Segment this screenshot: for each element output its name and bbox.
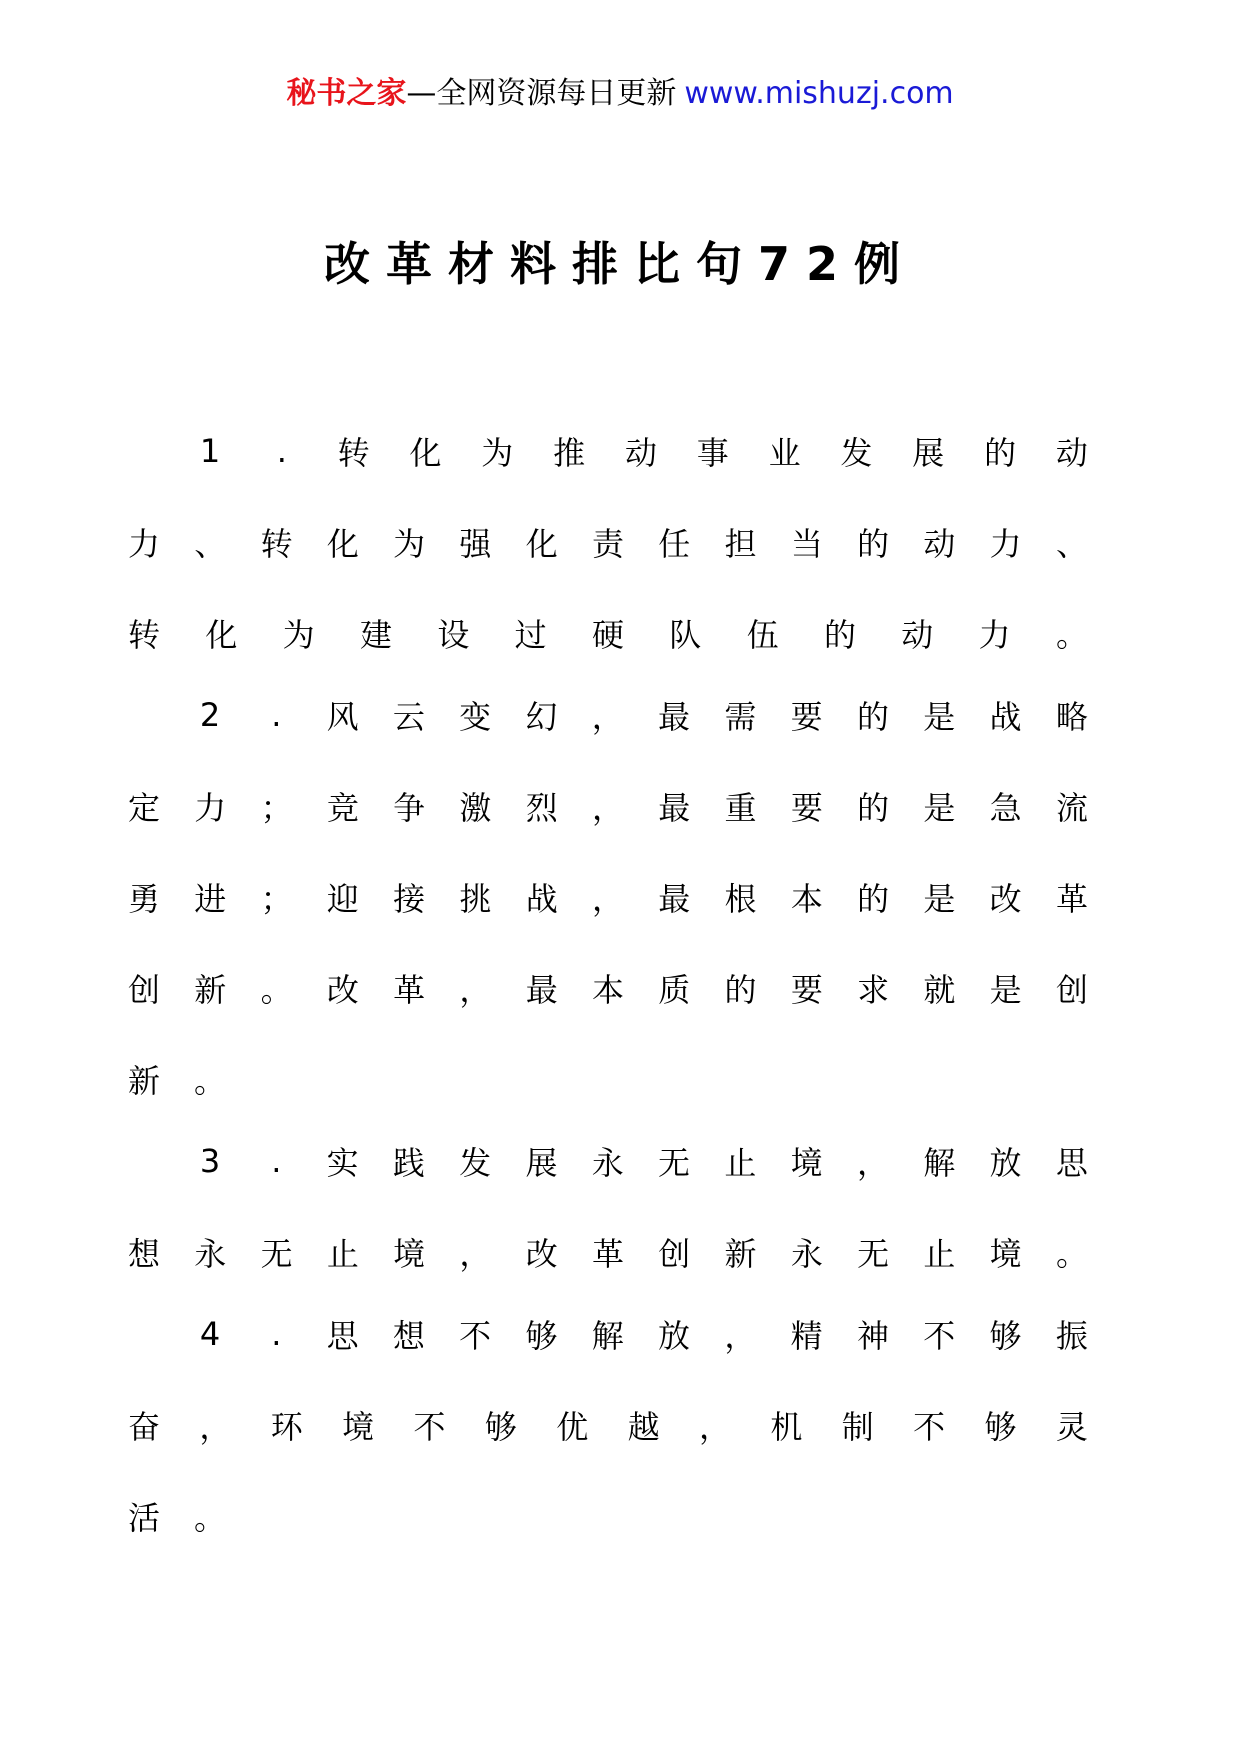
paragraph-char: ， [459, 1235, 492, 1273]
paragraph-char: ， [724, 1317, 757, 1355]
paragraph-char: 动 [901, 616, 934, 654]
paragraph-char: 2 [199, 696, 221, 734]
paragraph-char: ， [591, 789, 624, 827]
paragraph-char: 改 [326, 971, 359, 1009]
paragraph-char: 境 [393, 1235, 426, 1273]
paragraph-line [128, 967, 1088, 1009]
paragraph-char: 是 [989, 971, 1022, 1009]
paragraph-char: 创 [1055, 971, 1088, 1009]
paragraph-char: 思 [326, 1317, 359, 1355]
paragraph-char: 永 [194, 1235, 227, 1273]
paragraph-char: 战 [525, 880, 558, 918]
paragraph-char: 根 [724, 880, 757, 918]
paragraph-char: 想 [128, 1235, 161, 1273]
paragraph-char: 无 [260, 1235, 293, 1273]
paragraph-line [128, 1231, 1088, 1273]
paragraph-char: 。 [194, 1062, 227, 1100]
paragraph-char: 求 [857, 971, 890, 1009]
paragraph-char: 机 [770, 1408, 803, 1446]
paragraph-char: 力 [128, 525, 161, 563]
paragraph-char: 的 [724, 971, 757, 1009]
paragraph-char: 创 [128, 971, 161, 1009]
paragraph-char: 放 [989, 1144, 1022, 1182]
paragraph-char: 化 [326, 525, 359, 563]
paragraph-char: 。 [260, 971, 293, 1009]
page-header [0, 72, 1240, 116]
paragraph-char: 止 [724, 1144, 757, 1182]
paragraph-line [128, 1313, 1088, 1355]
paragraph-char: 、 [194, 525, 227, 563]
paragraph-char: 革 [1055, 880, 1088, 918]
paragraph-char: 的 [857, 880, 890, 918]
paragraph-line [128, 612, 1088, 654]
paragraph-char: ， [459, 971, 492, 1009]
brand-name: 秘书之家 [286, 76, 407, 111]
paragraph-char: 够 [484, 1408, 517, 1446]
paragraph-char: 永 [591, 1144, 624, 1182]
paragraph-char: 3 [199, 1142, 221, 1180]
paragraph-char: 、 [1055, 525, 1088, 563]
paragraph-char: 止 [326, 1235, 359, 1273]
paragraph-char: 最 [658, 789, 691, 827]
paragraph-char: 任 [658, 525, 691, 563]
paragraph-char: 变 [459, 698, 492, 736]
paragraph-char: 本 [591, 971, 624, 1009]
paragraph-char: 为 [282, 616, 315, 654]
paragraph-char: 优 [556, 1408, 589, 1446]
paragraph-char: 创 [658, 1235, 691, 1273]
paragraph-char: ， [591, 880, 624, 918]
paragraph-char: 风 [326, 698, 359, 736]
paragraph-char: 云 [392, 698, 425, 736]
paragraph-char: 不 [459, 1317, 492, 1355]
paragraph-char: 解 [591, 1317, 624, 1355]
paragraph-char: 动 [624, 434, 657, 472]
paragraph-char: 转 [260, 525, 293, 563]
paragraph-char: 质 [658, 971, 691, 1009]
paragraph-char: 激 [459, 789, 492, 827]
paragraph-char: 争 [393, 789, 426, 827]
paragraph-char: 挑 [459, 880, 492, 918]
paragraph-char: 解 [923, 1144, 956, 1182]
paragraph-char: 永 [790, 1235, 823, 1273]
paragraph-char: 设 [437, 616, 470, 654]
paragraph-char: 化 [525, 525, 558, 563]
paragraph-char: 队 [669, 616, 702, 654]
paragraph-char: 最 [658, 880, 691, 918]
paragraph-char: 力 [989, 525, 1022, 563]
paragraph-line [128, 1404, 1088, 1446]
paragraph-char: 推 [553, 434, 586, 472]
paragraph-char: 精 [790, 1317, 823, 1355]
paragraph-char: 力 [978, 616, 1011, 654]
paragraph-char: 展 [912, 434, 945, 472]
paragraph-char: 境 [989, 1235, 1022, 1273]
paragraph-char: 新 [194, 971, 227, 1009]
paragraph-char: 要 [790, 971, 823, 1009]
paragraph-char: 无 [658, 1144, 691, 1182]
paragraph-char: 。 [1055, 616, 1088, 654]
paragraph-char: 境 [342, 1408, 375, 1446]
paragraph-char: 为 [393, 525, 426, 563]
paragraph-char: 。 [1055, 1235, 1088, 1273]
paragraph-char: 定 [128, 789, 161, 827]
paragraph-char: 进 [194, 880, 227, 918]
paragraph-char: 灵 [1055, 1408, 1088, 1446]
paragraph-char: 1 [199, 432, 221, 470]
paragraph-char: 思 [1055, 1144, 1088, 1182]
paragraph-char: 担 [724, 525, 757, 563]
paragraph-char: 要 [790, 789, 823, 827]
paragraph-char: ， [199, 1408, 232, 1446]
header-slogan: —全网资源每日更新 [406, 76, 677, 111]
paragraph-char: 建 [359, 616, 392, 654]
paragraph-char: 转 [128, 616, 161, 654]
paragraph-char: ； [260, 880, 293, 918]
paragraph-char: 动 [923, 525, 956, 563]
paragraph-char: 够 [525, 1317, 558, 1355]
paragraph-char: 急 [989, 789, 1022, 827]
paragraph-char: 践 [392, 1144, 425, 1182]
paragraph-char: 流 [1055, 789, 1088, 827]
paragraph-char: 革 [591, 1235, 624, 1273]
paragraph-char: 幻 [525, 698, 558, 736]
header-url[interactable]: www.mishuzj.com [684, 76, 954, 111]
paragraph-char: 活 [128, 1499, 161, 1537]
paragraph-char: 烈 [525, 789, 558, 827]
paragraph-char: 动 [1055, 434, 1088, 472]
paragraph-char: 发 [459, 1144, 492, 1182]
paragraph-char: 够 [989, 1317, 1022, 1355]
paragraph-char: 迎 [326, 880, 359, 918]
paragraph-char: 过 [514, 616, 547, 654]
paragraph-char: 竞 [326, 789, 359, 827]
paragraph-char: 制 [841, 1408, 874, 1446]
paragraph-char: 的 [856, 698, 889, 736]
paragraph-line [128, 1495, 1088, 1537]
paragraph-char: 的 [857, 525, 890, 563]
paragraph-char: 改 [989, 880, 1022, 918]
paragraph-char: 伍 [746, 616, 779, 654]
paragraph-char: 越 [627, 1408, 660, 1446]
document-body [128, 430, 1088, 1577]
paragraph-char: 环 [270, 1408, 303, 1446]
paragraph-char: 是 [923, 789, 956, 827]
paragraph-char: 最 [525, 971, 558, 1009]
paragraph-line [128, 521, 1088, 563]
paragraph-char: 的 [823, 616, 856, 654]
paragraph-char: . [271, 696, 282, 734]
paragraph-char: 展 [525, 1144, 558, 1182]
paragraph-char: 要 [790, 698, 823, 736]
paragraph-char: ， [856, 1144, 889, 1182]
paragraph-char: 新 [128, 1062, 161, 1100]
paragraph-char: 强 [459, 525, 492, 563]
paragraph-char: 发 [840, 434, 873, 472]
paragraph-line [128, 1140, 1088, 1182]
paragraph-char: 止 [923, 1235, 956, 1273]
paragraph-line [128, 430, 1088, 472]
paragraph-char: . [276, 432, 287, 470]
paragraph-char: 接 [393, 880, 426, 918]
paragraph-char: 转 [337, 434, 370, 472]
paragraph-char: 是 [923, 698, 956, 736]
paragraph-char: 境 [790, 1144, 823, 1182]
paragraph-char: 4 [199, 1315, 221, 1353]
paragraph-char: 。 [194, 1499, 227, 1537]
paragraph-char: . [271, 1142, 282, 1180]
paragraph-char: 改 [525, 1235, 558, 1273]
paragraph-char: 为 [481, 434, 514, 472]
paragraph-line [128, 1058, 1088, 1100]
paragraph-char: 放 [658, 1317, 691, 1355]
document-title: 改革材料排比句72例 [323, 237, 916, 291]
paragraph-char: 事 [696, 434, 729, 472]
paragraph-char: 本 [790, 880, 823, 918]
paragraph-char: 化 [205, 616, 238, 654]
paragraph-char: 实 [326, 1144, 359, 1182]
paragraph-char: 是 [923, 880, 956, 918]
paragraph-char: 不 [923, 1317, 956, 1355]
paragraph-char: 想 [392, 1317, 425, 1355]
paragraph-char: ， [699, 1408, 732, 1446]
paragraph-char: ； [260, 789, 293, 827]
paragraph-char: 当 [790, 525, 823, 563]
paragraph-char: 硬 [591, 616, 624, 654]
paragraph-char: 不 [413, 1408, 446, 1446]
paragraph-char: 新 [724, 1235, 757, 1273]
paragraph-char: 振 [1055, 1317, 1088, 1355]
paragraph-char: 的 [984, 434, 1017, 472]
paragraph-char: 战 [989, 698, 1022, 736]
paragraph-char: 就 [923, 971, 956, 1009]
paragraph-char: 奋 [128, 1408, 161, 1446]
paragraph-char: 革 [393, 971, 426, 1009]
paragraph-line [128, 876, 1088, 918]
paragraph-line [128, 694, 1088, 736]
paragraph-char: ， [591, 698, 624, 736]
paragraph-char: 无 [857, 1235, 890, 1273]
paragraph-char: 责 [591, 525, 624, 563]
paragraph-char: 略 [1055, 698, 1088, 736]
paragraph-char: 重 [724, 789, 757, 827]
paragraph-char: 力 [194, 789, 227, 827]
paragraph-char: . [271, 1315, 282, 1353]
paragraph-line [128, 785, 1088, 827]
paragraph-char: 的 [857, 789, 890, 827]
paragraph-char: 够 [984, 1408, 1017, 1446]
paragraph-char: 不 [913, 1408, 946, 1446]
paragraph-char: 勇 [128, 880, 161, 918]
paragraph-char: 业 [768, 434, 801, 472]
paragraph-char: 神 [856, 1317, 889, 1355]
paragraph-char: 最 [658, 698, 691, 736]
paragraph-char: 需 [724, 698, 757, 736]
paragraph-char: 化 [409, 434, 442, 472]
